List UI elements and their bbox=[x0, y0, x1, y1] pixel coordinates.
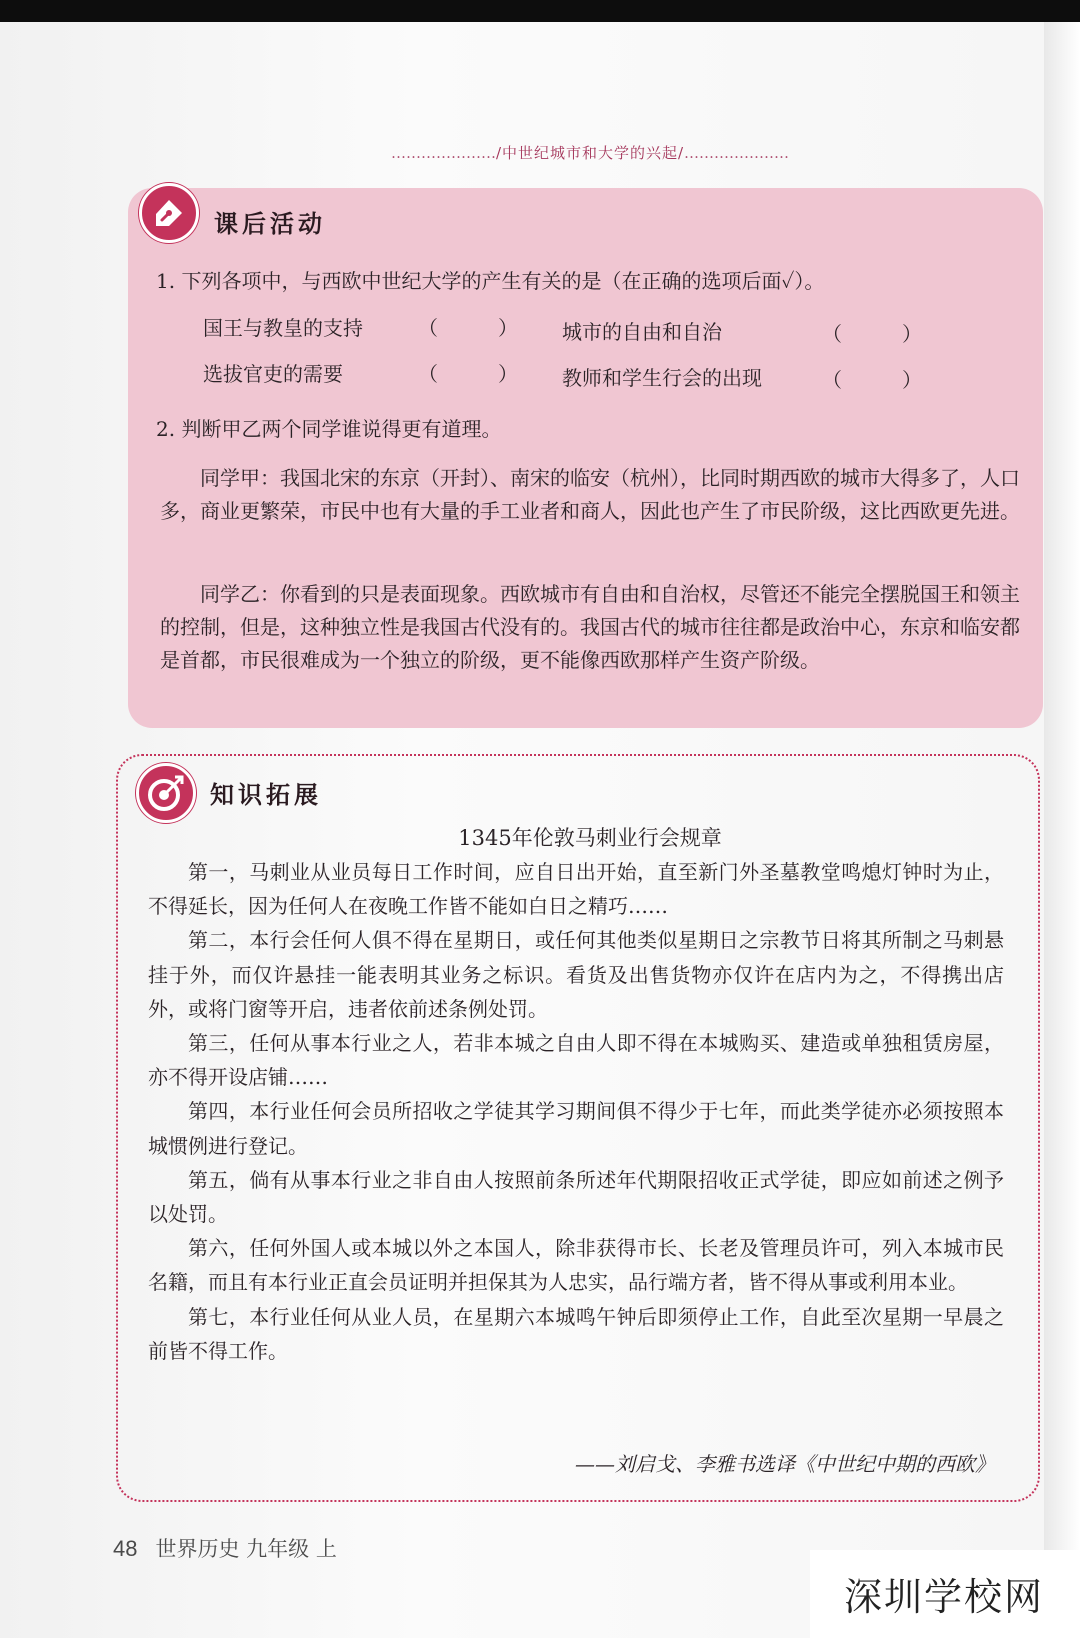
regulation-article: 第一，马刺业从业员每日工作时间，应自日出开始，直至新门外圣墓教堂鸣熄灯钟时为止，不得延长，因为任何人在夜晚工作皆不能如白日之精巧…… bbox=[148, 860, 1004, 919]
question-2: 2. 判断甲乙两个同学谁说得更有道理。 bbox=[156, 417, 502, 441]
answer-blank[interactable]: （ ） bbox=[822, 322, 922, 346]
document-title: 1345年伦敦马刺业行会规章 bbox=[458, 826, 722, 850]
option-label: 城市的自由和自治 bbox=[562, 320, 722, 344]
target-arrow-icon bbox=[136, 763, 196, 823]
option-label: 选拔官吏的需要 bbox=[203, 362, 343, 386]
regulation-article: 第七，本行业任何从业人员，在星期六本城鸣午钟后即须停止工作，自此至次星期一早晨之前皆不得工作。 bbox=[148, 1304, 1004, 1363]
answer-blank[interactable]: （ ） bbox=[418, 362, 518, 386]
regulation-article: 第二，本行会任何人俱不得在星期日，或任何其他类似星期日之宗教节日将其所制之马刺悬挂于外，而仅许悬挂一能表明其业务之标识。看货及出售货物亦仅许在店内为之，不得携出店外，或将门窗等开启，违者依前述条例处罚。 bbox=[148, 928, 1004, 1021]
running-head-dots-left: ………………… bbox=[390, 144, 496, 162]
pen-icon bbox=[139, 183, 199, 243]
running-head-dots-right: ………………… bbox=[684, 144, 790, 162]
student-a-text: 同学甲：我国北宋的东京（开封）、南宋的临安（杭州），比同时期西欧的城市大得多了，人口多，商业更繁荣，市民中也有大量的手工业者和商人，因此也产生了市民阶级，这比西欧更先进。 bbox=[160, 466, 1020, 523]
page-edge bbox=[1044, 22, 1080, 1638]
option-label: 教师和学生行会的出现 bbox=[562, 366, 762, 390]
source-citation: ——刘启戈、李雅书选译《中世纪中期的西欧》 bbox=[575, 1452, 995, 1476]
regulation-article: 第三，任何从事本行业之人，若非本城之自由人即不得在本城购买、建造或单独租赁房屋，亦不得开设店铺…… bbox=[148, 1031, 1004, 1090]
activity-heading: 课后活动 bbox=[214, 210, 326, 238]
page-number: 48 bbox=[113, 1536, 138, 1561]
book-title: 世界历史 九年级 上 bbox=[155, 1537, 337, 1561]
answer-blank[interactable]: （ ） bbox=[822, 368, 922, 392]
regulation-article: 第四，本行业任何会员所招收之学徒其学习期间俱不得少于七年，而此类学徒亦必须按照本城惯例进行登记。 bbox=[148, 1099, 1004, 1158]
regulation-body bbox=[148, 855, 1004, 1368]
student-b-text: 同学乙：你看到的只是表面现象。西欧城市有自由和自治权，尽管还不能完全摆脱国王和领主的控制，但是，这种独立性是我国古代没有的。我国古代的城市往往都是政治中心，东京和临安都是首都，市民很难成为一个独立的阶级，更不能像西欧那样产生资产阶级。 bbox=[160, 582, 1020, 672]
question-1: 1. 下列各项中，与西欧中世纪大学的产生有关的是（在正确的选项后面✓）。 bbox=[156, 269, 825, 293]
regulation-article: 第六，任何外国人或本城以外之本国人，除非获得市长、长老及管理员许可，列入本城市民名籍，而且有本行业正直会员证明并担保其为人忠实，品行端方者，皆不得从事或利用本业。 bbox=[148, 1236, 1004, 1295]
page-footer bbox=[113, 1533, 337, 1563]
regulation-article: 第五，倘有从事本行业之非自由人按照前条所述年代期限招收正式学徒，即应如前述之例予以处罚。 bbox=[148, 1167, 1004, 1227]
running-head-title: /中世纪城市和大学的兴起/ bbox=[495, 144, 685, 162]
knowledge-heading: 知识拓展 bbox=[210, 781, 322, 809]
running-head bbox=[355, 142, 825, 163]
answer-blank[interactable]: （ ） bbox=[418, 316, 518, 340]
option-label: 国王与教皇的支持 bbox=[203, 316, 363, 340]
watermark-text: 深圳学校网 bbox=[844, 1575, 1045, 1619]
watermark bbox=[810, 1550, 1080, 1638]
top-dark-edge bbox=[0, 0, 1080, 22]
